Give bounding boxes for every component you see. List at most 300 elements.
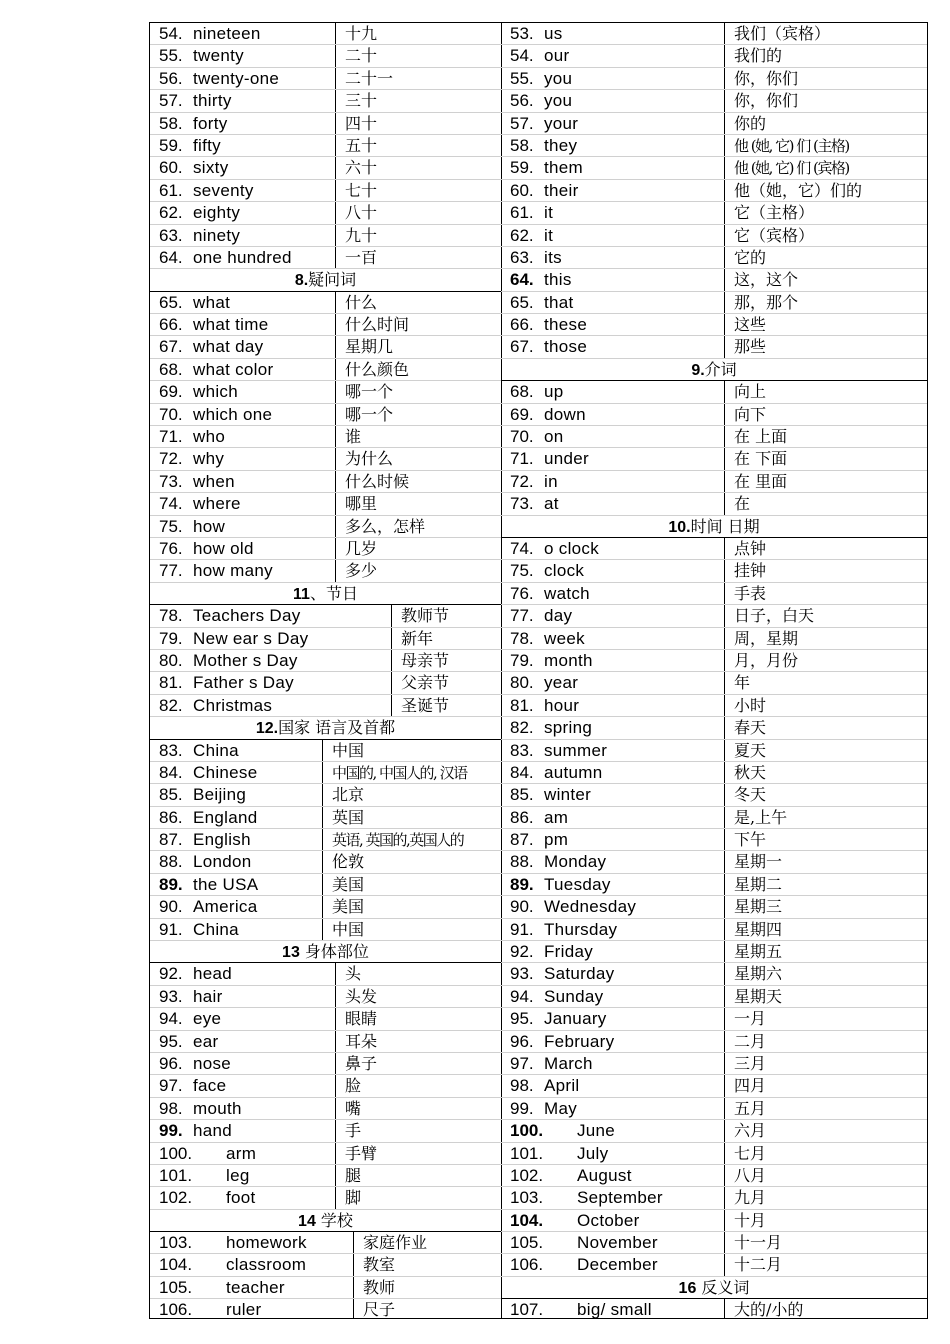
section-title: 疑问词 xyxy=(308,270,357,290)
entry-number: 90. xyxy=(159,897,183,917)
vocab-row xyxy=(501,650,927,672)
english-word: this xyxy=(544,270,572,290)
chinese-meaning: 尺子 xyxy=(353,1299,395,1318)
vocab-row xyxy=(501,919,927,941)
entry-number: 53. xyxy=(510,24,534,43)
english-word: America xyxy=(193,897,258,917)
vocab-row xyxy=(501,605,927,627)
chinese-meaning: 一月 xyxy=(724,1008,766,1029)
vocab-row xyxy=(501,314,927,336)
vocab-row xyxy=(150,650,501,672)
chinese-meaning: 星期三 xyxy=(724,896,782,917)
vocab-row xyxy=(501,1210,927,1232)
chinese-meaning: 多么，怎样 xyxy=(335,516,425,537)
english-word: winter xyxy=(544,785,592,805)
english-word: fifty xyxy=(193,135,221,155)
section-number: 14 xyxy=(298,1212,316,1230)
entry-number: 83. xyxy=(159,740,183,760)
english-word: April xyxy=(544,1076,580,1096)
chinese-meaning: 十九 xyxy=(335,23,377,44)
entry-number: 85. xyxy=(510,785,534,805)
vocab-row xyxy=(501,471,927,493)
chinese-meaning: 中国的, 中国人的, 汉语 xyxy=(322,762,467,783)
entry-number: 74. xyxy=(159,494,183,514)
entry-number: 98. xyxy=(510,1076,534,1096)
section-title: 国家 语言及首都 xyxy=(278,718,396,738)
chinese-meaning: 星期六 xyxy=(724,963,782,984)
english-word: that xyxy=(544,292,574,312)
chinese-meaning: 月，月份 xyxy=(724,650,798,671)
chinese-meaning: 鼻子 xyxy=(335,1053,377,1074)
entry-number: 80. xyxy=(159,650,183,670)
english-word: up xyxy=(544,382,564,402)
vocab-row xyxy=(150,23,501,45)
entry-number: 88. xyxy=(510,852,534,872)
english-word: China xyxy=(193,740,239,760)
english-word: twenty xyxy=(193,46,244,66)
english-word: forty xyxy=(193,113,228,133)
entry-number: 77. xyxy=(159,561,183,581)
entry-number: 54. xyxy=(159,24,183,43)
english-word: nose xyxy=(193,1053,232,1073)
chinese-meaning: 八十 xyxy=(335,202,377,223)
english-word: foot xyxy=(226,1188,256,1208)
vocab-row xyxy=(150,202,501,224)
english-word: hand xyxy=(193,1121,233,1141)
vocab-row xyxy=(501,740,927,762)
vocab-row xyxy=(501,269,927,291)
vocab-row xyxy=(150,628,501,650)
english-word: how xyxy=(193,516,226,536)
english-word: under xyxy=(544,449,589,469)
vocab-row xyxy=(501,538,927,560)
vocab-row xyxy=(501,1143,927,1165)
chinese-meaning: 秋天 xyxy=(724,762,766,783)
english-word: nineteen xyxy=(193,24,261,43)
section-number: 11 xyxy=(293,585,310,603)
vocab-row xyxy=(501,292,927,314)
vocab-row xyxy=(150,157,501,179)
english-word: March xyxy=(544,1053,593,1073)
vocab-row xyxy=(501,1299,927,1318)
entry-number: 61. xyxy=(510,203,534,223)
chinese-meaning: 在 里面 xyxy=(724,471,787,492)
vocab-row xyxy=(501,941,927,963)
english-word: in xyxy=(544,471,558,491)
entry-number: 95. xyxy=(510,1009,534,1029)
chinese-meaning: 是,上午 xyxy=(724,807,787,828)
chinese-meaning: 你，你们 xyxy=(724,90,798,111)
english-word: English xyxy=(193,830,251,850)
english-word: July xyxy=(577,1143,609,1163)
english-word: mouth xyxy=(193,1098,242,1118)
english-word: which one xyxy=(193,404,273,424)
english-word: what color xyxy=(193,359,274,379)
chinese-meaning: 七月 xyxy=(724,1143,766,1164)
vocab-row xyxy=(150,919,501,941)
vocab-row xyxy=(501,1098,927,1120)
chinese-meaning: 英国 xyxy=(322,807,364,828)
english-word: January xyxy=(544,1009,607,1029)
chinese-meaning: 五月 xyxy=(724,1098,766,1119)
entry-number: 64. xyxy=(510,270,534,290)
entry-number: 82. xyxy=(510,718,534,738)
vocab-row xyxy=(501,336,927,358)
chinese-meaning: 在 下面 xyxy=(724,448,787,469)
vocab-row xyxy=(150,426,501,448)
english-word: February xyxy=(544,1031,615,1051)
english-word: head xyxy=(193,964,233,984)
entry-number: 57. xyxy=(510,113,534,133)
vocab-row xyxy=(501,874,927,896)
entry-number: 68. xyxy=(159,359,183,379)
english-word: your xyxy=(544,113,579,133)
entry-number: 95. xyxy=(159,1031,183,1051)
english-word: Chinese xyxy=(193,762,258,782)
vocab-row xyxy=(150,336,501,358)
chinese-meaning: 头 xyxy=(335,963,361,984)
english-word: our xyxy=(544,46,570,66)
chinese-meaning: 它（主格） xyxy=(724,202,814,223)
english-word: China xyxy=(193,919,239,939)
vocab-row xyxy=(501,717,927,739)
section-title: 反义词 xyxy=(696,1277,750,1297)
vocab-row xyxy=(501,90,927,112)
english-word: arm xyxy=(226,1143,257,1163)
vocab-row xyxy=(150,829,501,851)
entry-number: 70. xyxy=(510,427,534,447)
chinese-meaning: 二月 xyxy=(724,1031,766,1052)
vocab-row xyxy=(150,851,501,873)
english-word: o clock xyxy=(544,538,600,558)
chinese-meaning: 什么时候 xyxy=(335,471,409,492)
vocab-row xyxy=(150,807,501,829)
vocab-row xyxy=(501,448,927,470)
entry-number: 103. xyxy=(159,1233,193,1253)
section-title: 介词 xyxy=(704,359,737,379)
section-title: 学校 xyxy=(315,1210,353,1230)
english-word: leg xyxy=(226,1165,250,1185)
chinese-meaning: 它（宾格） xyxy=(724,225,814,246)
vocab-row xyxy=(501,784,927,806)
entry-number: 100. xyxy=(159,1143,193,1163)
chinese-meaning: 我们的 xyxy=(724,45,782,66)
english-word: big/ small xyxy=(577,1300,652,1318)
chinese-meaning: 他（她，它）们的 xyxy=(724,180,862,201)
entry-number: 65. xyxy=(159,292,183,312)
english-word: Monday xyxy=(544,852,607,872)
english-word: classroom xyxy=(226,1255,307,1275)
chinese-meaning: 六月 xyxy=(724,1120,766,1141)
entry-number: 59. xyxy=(159,135,183,155)
vocab-row xyxy=(150,359,501,381)
entry-number: 103. xyxy=(510,1188,544,1208)
chinese-meaning: 伦敦 xyxy=(322,851,364,872)
english-word: October xyxy=(577,1210,640,1230)
vocab-row xyxy=(501,135,927,157)
vocab-row xyxy=(501,23,927,45)
entry-number: 101. xyxy=(510,1143,544,1163)
chinese-meaning: 九十 xyxy=(335,225,377,246)
vocab-row xyxy=(501,851,927,873)
english-word: Tuesday xyxy=(544,874,611,894)
entry-number: 75. xyxy=(510,561,534,581)
vocab-row xyxy=(501,68,927,90)
entry-number: 87. xyxy=(159,830,183,850)
entry-number: 100. xyxy=(510,1121,544,1141)
english-word: November xyxy=(577,1233,658,1253)
english-word: month xyxy=(544,650,593,670)
english-word: ear xyxy=(193,1031,219,1051)
english-word: eye xyxy=(193,1009,222,1029)
chinese-meaning: 向下 xyxy=(724,404,766,425)
entry-number: 102. xyxy=(159,1188,193,1208)
english-word: ninety xyxy=(193,225,241,245)
section-number: 16 xyxy=(678,1279,697,1297)
section-number: 13 xyxy=(282,944,300,962)
english-word: you xyxy=(544,91,573,111)
entry-number: 83. xyxy=(510,740,534,760)
chinese-meaning: 三月 xyxy=(724,1053,766,1074)
entry-number: 99. xyxy=(159,1121,183,1141)
english-word: London xyxy=(193,852,252,872)
entry-number: 81. xyxy=(159,673,183,693)
entry-number: 104. xyxy=(159,1255,193,1275)
vocab-row xyxy=(501,986,927,1008)
chinese-meaning: 二十 xyxy=(335,45,377,66)
vocab-row xyxy=(501,493,927,515)
english-word: Thursday xyxy=(544,919,618,939)
english-word: where xyxy=(193,494,241,514)
chinese-meaning: 星期五 xyxy=(724,941,782,962)
english-word: watch xyxy=(544,583,590,603)
english-word: how old xyxy=(193,538,254,558)
english-word: week xyxy=(544,628,585,648)
entry-number: 58. xyxy=(510,135,534,155)
section-header xyxy=(150,1210,501,1232)
vocab-row xyxy=(150,605,501,627)
entry-number: 60. xyxy=(159,158,183,178)
entry-number: 69. xyxy=(510,404,534,424)
chinese-meaning: 什么时间 xyxy=(335,314,409,335)
chinese-meaning: 年 xyxy=(724,672,750,693)
entry-number: 64. xyxy=(159,247,183,267)
english-word: who xyxy=(193,427,226,447)
entry-number: 56. xyxy=(159,68,183,88)
chinese-meaning: 美国 xyxy=(322,874,364,895)
entry-number: 73. xyxy=(159,471,183,491)
vocab-row xyxy=(501,45,927,67)
entry-number: 62. xyxy=(159,203,183,223)
entry-number: 104. xyxy=(510,1210,544,1230)
chinese-meaning: 十月 xyxy=(724,1210,766,1231)
english-word: these xyxy=(544,315,588,335)
vocab-row xyxy=(150,1143,501,1165)
section-number: 8. xyxy=(294,272,309,290)
entry-number: 66. xyxy=(510,315,534,335)
chinese-meaning: 美国 xyxy=(322,896,364,917)
chinese-meaning: 哪一个 xyxy=(335,381,393,402)
chinese-meaning: 星期一 xyxy=(724,851,782,872)
chinese-meaning: 父亲节 xyxy=(391,672,449,693)
chinese-meaning: 这，这个 xyxy=(724,269,798,290)
entry-number: 69. xyxy=(159,382,183,402)
chinese-meaning: 新年 xyxy=(391,628,433,649)
entry-number: 97. xyxy=(510,1053,534,1073)
vocab-row xyxy=(501,1053,927,1075)
entry-number: 86. xyxy=(510,807,534,827)
section-header xyxy=(501,516,927,538)
vocab-row xyxy=(150,560,501,582)
section-header xyxy=(501,359,927,381)
entry-number: 75. xyxy=(159,516,183,536)
chinese-meaning: 星期四 xyxy=(724,919,782,940)
chinese-meaning: 他 (她, 它) 们 (主格) xyxy=(724,135,849,156)
entry-number: 106. xyxy=(159,1300,193,1318)
vocab-row xyxy=(150,68,501,90)
entry-number: 91. xyxy=(510,919,534,939)
entry-number: 78. xyxy=(510,628,534,648)
chinese-meaning: 眼睛 xyxy=(335,1008,377,1029)
vocab-row xyxy=(150,1299,501,1318)
vocab-row xyxy=(501,1232,927,1254)
chinese-meaning: 那，那个 xyxy=(724,292,798,313)
chinese-meaning: 中国 xyxy=(322,740,364,761)
chinese-meaning: 手臂 xyxy=(335,1143,377,1164)
english-word: Sunday xyxy=(544,986,604,1006)
entry-number: 62. xyxy=(510,225,534,245)
chinese-meaning: 手 xyxy=(335,1120,361,1141)
english-word: us xyxy=(544,24,563,43)
entry-number: 107. xyxy=(510,1300,544,1318)
chinese-meaning: 教师 xyxy=(353,1277,395,1298)
english-word: what xyxy=(193,292,231,312)
chinese-meaning: 手表 xyxy=(724,583,766,604)
vocab-row xyxy=(150,740,501,762)
english-word: Christmas xyxy=(193,695,273,715)
entry-number: 99. xyxy=(510,1098,534,1118)
vocab-row xyxy=(150,1165,501,1187)
chinese-meaning: 嘴 xyxy=(335,1098,361,1119)
entry-number: 55. xyxy=(510,68,534,88)
chinese-meaning: 中国 xyxy=(322,919,364,940)
entry-number: 79. xyxy=(510,650,534,670)
vocab-row xyxy=(150,1187,501,1209)
english-word: what time xyxy=(193,315,269,335)
english-word: Wednesday xyxy=(544,897,637,917)
vocab-row xyxy=(150,1053,501,1075)
chinese-meaning: 小时 xyxy=(724,695,766,716)
vocab-row xyxy=(501,829,927,851)
chinese-meaning: 英语, 英国的,英国人的 xyxy=(322,829,463,850)
vocab-row xyxy=(501,1254,927,1276)
english-word: how many xyxy=(193,561,273,581)
entry-number: 82. xyxy=(159,695,183,715)
chinese-meaning: 星期二 xyxy=(724,874,782,895)
entry-number: 85. xyxy=(159,785,183,805)
vocab-row xyxy=(150,1120,501,1142)
english-word: August xyxy=(577,1165,632,1185)
english-word: they xyxy=(544,135,578,155)
english-word: you xyxy=(544,68,573,88)
entry-number: 66. xyxy=(159,315,183,335)
chinese-meaning: 脚 xyxy=(335,1187,361,1208)
chinese-meaning: 五十 xyxy=(335,135,377,156)
entry-number: 67. xyxy=(159,337,183,357)
english-word: teacher xyxy=(226,1277,285,1297)
english-word: England xyxy=(193,807,258,827)
chinese-meaning: 哪里 xyxy=(335,493,377,514)
entry-number: 74. xyxy=(510,538,534,558)
chinese-meaning: 我们（宾格） xyxy=(724,23,830,44)
english-word: down xyxy=(544,404,586,424)
chinese-meaning: 春天 xyxy=(724,717,766,738)
vocab-row xyxy=(150,1075,501,1097)
vocab-row xyxy=(150,448,501,470)
english-word: hour xyxy=(544,695,580,715)
english-word: spring xyxy=(544,718,593,738)
entry-number: 93. xyxy=(510,964,534,984)
vocabulary-table xyxy=(149,22,928,1319)
right-column xyxy=(501,23,927,1318)
vocab-row xyxy=(150,1277,501,1299)
entry-number: 105. xyxy=(159,1277,193,1297)
english-word: New ear s Day xyxy=(193,628,309,648)
entry-number: 81. xyxy=(510,695,534,715)
chinese-meaning: 圣诞节 xyxy=(391,695,449,716)
vocab-row xyxy=(501,1075,927,1097)
left-column xyxy=(150,23,502,1318)
vocab-row xyxy=(501,896,927,918)
english-word: seventy xyxy=(193,180,254,200)
english-word: what day xyxy=(193,337,264,357)
english-word: clock xyxy=(544,561,585,581)
vocab-row xyxy=(501,1165,927,1187)
section-number: 9. xyxy=(691,361,705,379)
entry-number: 86. xyxy=(159,807,183,827)
section-header xyxy=(150,941,501,963)
chinese-meaning: 耳朵 xyxy=(335,1031,377,1052)
section-number: 10. xyxy=(668,518,691,536)
entry-number: 93. xyxy=(159,986,183,1006)
entry-number: 71. xyxy=(159,427,183,447)
section-header xyxy=(501,1277,927,1299)
chinese-meaning: 二十一 xyxy=(335,68,393,89)
english-word: when xyxy=(193,471,235,491)
vocab-row xyxy=(501,1187,927,1209)
english-word: December xyxy=(577,1255,658,1275)
chinese-meaning: 这些 xyxy=(724,314,766,335)
chinese-meaning: 脸 xyxy=(335,1075,361,1096)
english-word: summer xyxy=(544,740,608,760)
chinese-meaning: 它的 xyxy=(724,247,766,268)
chinese-meaning: 下午 xyxy=(724,829,766,850)
vocab-row xyxy=(150,247,501,269)
chinese-meaning: 冬天 xyxy=(724,784,766,805)
english-word: thirty xyxy=(193,91,232,111)
chinese-meaning: 向上 xyxy=(724,381,766,402)
english-word: autumn xyxy=(544,762,603,782)
vocab-row xyxy=(501,225,927,247)
chinese-meaning: 什么 xyxy=(335,292,377,313)
entry-number: 106. xyxy=(510,1255,544,1275)
english-word: one hundred xyxy=(193,247,292,267)
vocab-row xyxy=(150,404,501,426)
entry-number: 89. xyxy=(159,874,183,894)
chinese-meaning: 十一月 xyxy=(724,1232,782,1253)
chinese-meaning: 他 (她, 它) 们 (宾格) xyxy=(724,157,849,178)
vocab-row xyxy=(150,381,501,403)
